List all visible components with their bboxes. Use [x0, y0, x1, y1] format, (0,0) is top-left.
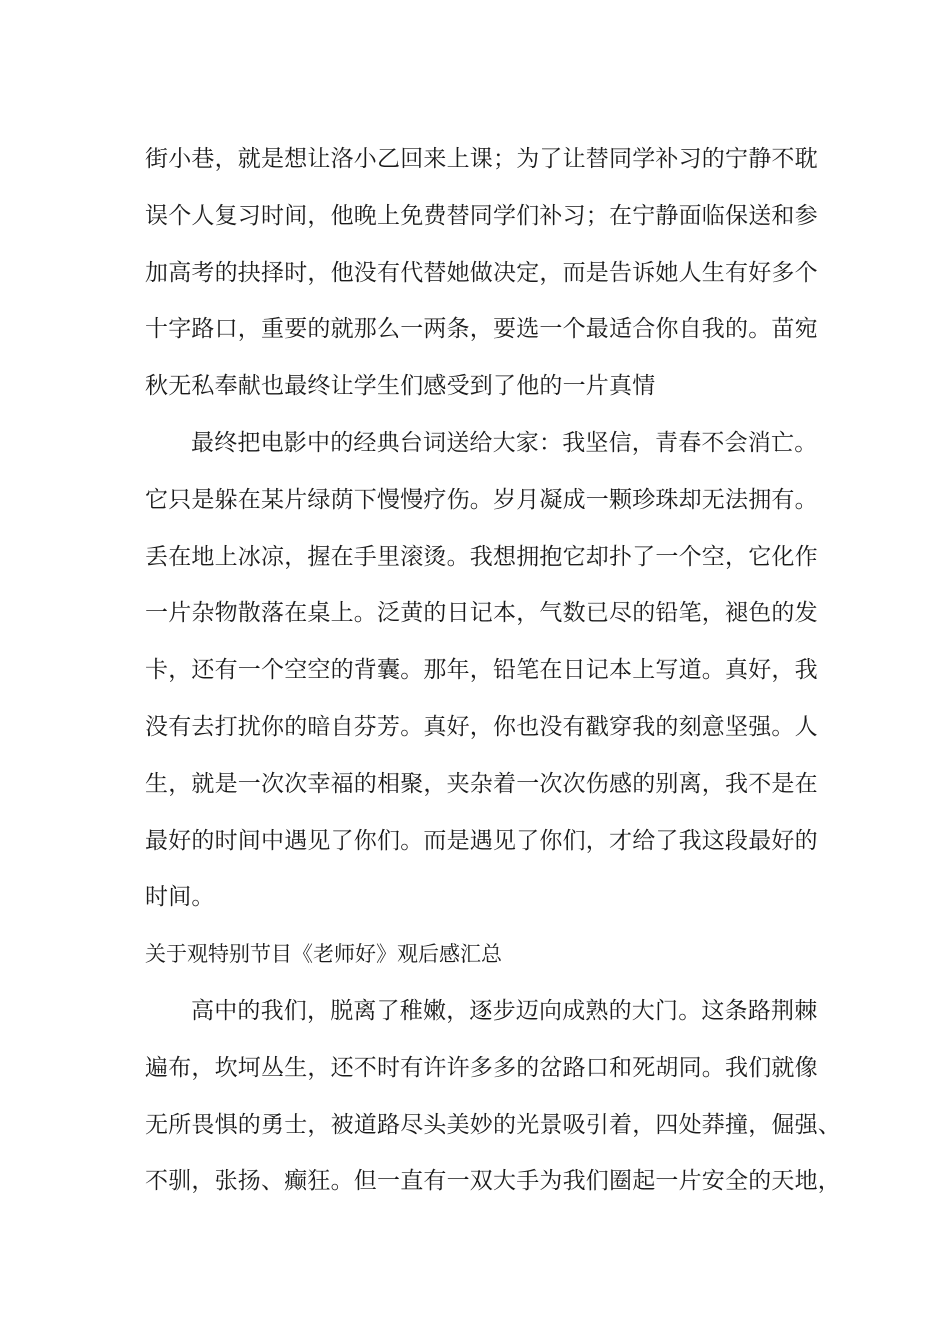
- text-line: 丢在地上冰凉，握在手里滚烫。我想拥抱它却扑了一个空，它化作: [145, 543, 818, 570]
- text-line: 误个人复习时间，他晚上免费替同学们补习；在宁静面临保送和参: [145, 202, 818, 229]
- text-line: 高中的我们，脱离了稚嫩，逐步迈向成熟的大门。这条路荆棘: [191, 997, 818, 1024]
- text-line: 不驯，张扬、癫狂。但一直有一双大手为我们圈起一片安全的天地，: [145, 1168, 841, 1195]
- section-heading: 关于观特别节目《老师好》观后感汇总: [145, 942, 502, 967]
- paragraph-3: [145, 983, 841, 1210]
- text-line: 最好的时间中遇见了你们。而是遇见了你们，才给了我这段最好的: [145, 827, 818, 854]
- text-line: 没有去打扰你的暗自芬芳。真好，你也没有戳穿我的刻意坚强。人: [145, 713, 818, 740]
- text-line: 十字路口，重要的就那么一两条，要选一个最适合你自我的。苗宛: [145, 316, 818, 343]
- text-line: 时间。: [145, 884, 215, 911]
- text-line: 生，就是一次次幸福的相聚，夹杂着一次次伤感的别离，我不是在: [145, 770, 818, 797]
- paragraph-2: [145, 415, 818, 926]
- text-line: 遍布，坎坷丛生，还不时有许许多多的岔路口和死胡同。我们就像: [145, 1054, 818, 1081]
- text-line: 街小巷，就是想让洛小乙回来上课；为了让替同学补习的宁静不耽: [145, 146, 818, 172]
- paragraph-1: [145, 131, 818, 415]
- text-line: 一片杂物散落在桌上。泛黄的日记本，气数已尽的铅笔，褪色的发: [145, 600, 818, 627]
- text-line: 无所畏惧的勇士，被道路尽头美妙的光景吸引着，四处莽撞，倔强、: [145, 1111, 841, 1138]
- text-line: 它只是躲在某片绿荫下慢慢疗伤。岁月凝成一颗珍珠却无法拥有。: [145, 486, 818, 513]
- text-line: 加高考的抉择时，他没有代替她做决定，而是告诉她人生有好多个: [145, 259, 818, 286]
- text-line: 最终把电影中的经典台词送给大家：我坚信，青春不会消亡。: [191, 429, 818, 456]
- text-line: 秋无私奉献也最终让学生们感受到了他的一片真情: [145, 373, 656, 400]
- text-line: 卡，还有一个空空的背囊。那年，铅笔在日记本上写道。真好，我: [145, 657, 818, 684]
